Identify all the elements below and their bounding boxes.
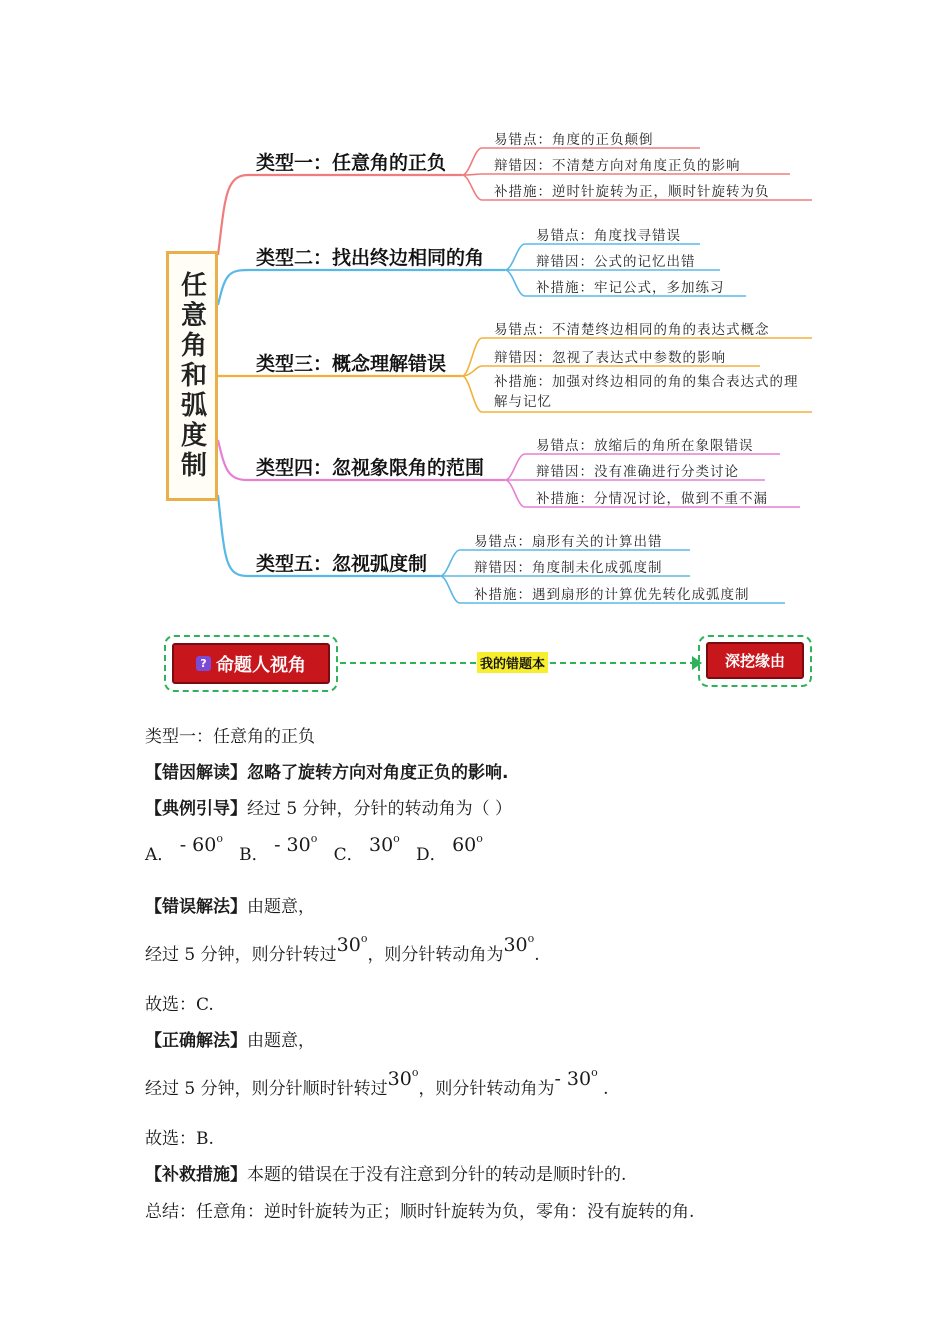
summary-line: 总结：任意角：逆时针旋转为正；顺时针旋转为负，零角：没有旋转的角. [145, 1202, 695, 1222]
wrong-solution-intro: 由题意， [247, 897, 315, 917]
root-node [166, 251, 218, 501]
leaf-item: 易错点：扇形有关的计算出错 [474, 534, 663, 550]
right-step-text-b: ，则分针转动角为 [418, 1079, 555, 1099]
right-solution-line [145, 1026, 315, 1051]
leaf-item: 易错点：角度找寻错误 [536, 228, 681, 244]
proposer-view-label: 命题人视角 [216, 654, 306, 676]
leaf-item: 辩错因：忽视了表达式中参数的影响 [494, 350, 726, 366]
question-icon: ? [196, 656, 211, 671]
example-text: 经过 5 分钟，分针的转动角为（ ） [247, 799, 513, 819]
right-solution-tag: 【正确解法】 [145, 1031, 247, 1051]
option-letter-a: A． [145, 845, 175, 865]
leaf-item: 辩错因：角度制未化成弧度制 [474, 560, 663, 576]
wrong-step-value-b: 30$^o$ [503, 931, 535, 956]
wrong-step-text-b: ，则分针转动角为 [367, 945, 504, 965]
remedy-tag: 【补救措施】 [145, 1165, 247, 1185]
option-letter-b: B． [239, 845, 269, 865]
option-value-d: 60$^o$ [452, 831, 483, 856]
leaf-item: 补措施：加强对终边相同的角的集合表达式的理解与记忆 [494, 374, 799, 410]
option-value-a: - 60$^o$ [179, 831, 223, 856]
mistake-notebook-label: 我的错题本 [477, 652, 548, 673]
right-answer: 故选：B. [145, 1129, 214, 1149]
option-letter-d: D． [416, 845, 447, 865]
branch-label-type-5: 类型五：忽视弧度制 [256, 553, 428, 575]
wrong-step-text-a: 经过 5 分钟，则分针转过 [145, 945, 337, 965]
leaf-item: 辩错因：公式的记忆出错 [536, 254, 696, 270]
right-step-line [145, 1065, 609, 1099]
branch-label-type-4: 类型四：忽视象限角的范围 [256, 457, 485, 479]
right-step-value-a: 30$^o$ [387, 1065, 419, 1090]
option-letter-c: C． [333, 845, 364, 865]
wrong-step-end: . [534, 945, 540, 965]
options-line [145, 831, 483, 865]
branch-label-type-2: 类型二：找出终边相同的角 [256, 247, 485, 269]
leaf-item: 辩错因：不清楚方向对角度正负的影响 [494, 158, 741, 174]
branch-label-type-3: 类型三：概念理解错误 [256, 353, 447, 375]
mind-map-connectors [0, 0, 950, 620]
cause-line [145, 758, 508, 783]
leaf-item: 补措施：遇到扇形的计算优先转化成弧度制 [474, 587, 750, 603]
wrong-solution-tag: 【错误解法】 [145, 897, 247, 917]
cause-text: 忽略了旋转方向对角度正负的影响. [247, 763, 509, 783]
example-line [145, 794, 512, 819]
connector-type-2 [218, 270, 505, 305]
wrong-solution-line [145, 892, 315, 917]
mind-map [0, 0, 950, 620]
branch-label-type-1: 类型一：任意角的正负 [256, 152, 447, 174]
leaf-item: 补措施：逆时针旋转为正，顺时针旋转为负 [494, 184, 770, 200]
root-title: 任意角和弧度制 [176, 271, 207, 481]
remedy-line [145, 1160, 626, 1185]
leaf-item: 易错点：放缩后的角所在象限错误 [536, 438, 754, 454]
leaf-item: 补措施：牢记公式，多加练习 [536, 280, 725, 296]
section-title: 类型一：任意角的正负 [145, 727, 315, 747]
leaf-item: 易错点：角度的正负颠倒 [494, 132, 654, 148]
right-step-end: . [603, 1079, 609, 1099]
wrong-answer: 故选：C. [145, 995, 214, 1015]
wrong-step-value-a: 30$^o$ [336, 931, 368, 956]
remedy-text: 本题的错误在于没有注意到分针的转动是顺时针的. [247, 1165, 627, 1185]
option-value-c: 30$^o$ [368, 831, 400, 856]
cause-tag: 【错因解读】 [145, 763, 247, 783]
dig-reason-button[interactable]: 深挖缘由 [706, 642, 804, 679]
leaf-item: 易错点：不清楚终边相同的角的表达式概念 [494, 322, 770, 338]
wrong-step-line [145, 931, 540, 965]
proposer-view-button[interactable] [172, 643, 330, 684]
right-step-value-b: - 30$^o$ [554, 1065, 598, 1090]
right-solution-intro: 由题意， [247, 1031, 315, 1051]
right-step-text-a: 经过 5 分钟，则分针顺时针转过 [145, 1079, 388, 1099]
option-value-b: - 30$^o$ [274, 831, 318, 856]
example-tag: 【典例引导】 [145, 799, 247, 819]
leaf-item: 辩错因：没有准确进行分类讨论 [536, 464, 739, 480]
leaf-item: 补措施：分情况讨论，做到不重不漏 [536, 491, 768, 507]
